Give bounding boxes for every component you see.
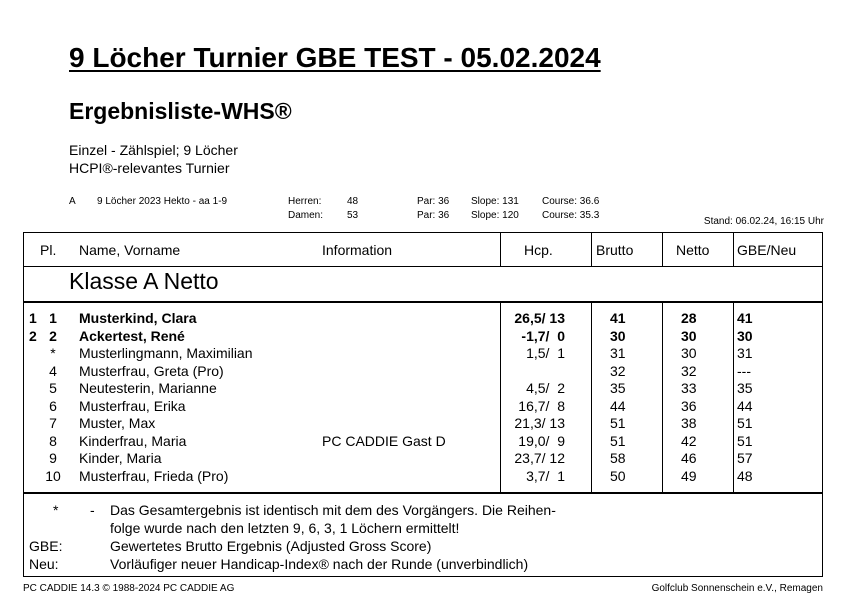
course-slope: Slope: 120 [471,210,519,221]
cell-information: PC CADDIE Gast D [322,432,446,449]
footer-club: Golfclub Sonnenschein e.V., Remagen [651,583,823,594]
cell-netto: 46 [681,450,697,466]
cell-brutto: 41 [610,310,626,326]
cell-brutto: 30 [610,327,626,344]
cell-brutto-place: 1 [29,310,37,326]
cell-hcp: 1,5/ 1 [526,345,565,361]
cell-netto: 33 [681,380,697,396]
cell-netto: 42 [681,432,697,449]
legend-dash: - [90,502,95,518]
results-table [23,301,823,494]
cell-name: Musterkind, Clara [79,310,197,326]
header-netto: Netto [676,242,710,258]
cell-gbe: 51 [737,415,753,431]
header-brutto: Brutto [596,242,634,258]
cell-gbe: 35 [737,380,753,396]
course-label: Damen: [288,210,324,221]
header-name: Name, Vorname [79,242,181,258]
cell-hcp: 19,0/ 9 [518,432,565,449]
cell-place: 8 [49,432,57,449]
cell-place: 1 [49,310,57,326]
table-row [24,345,822,363]
table-row [24,415,822,433]
table-row [24,398,822,416]
header-information: Information [322,242,393,258]
course-par: Par: 36 [417,196,450,207]
course-label: Herren: [288,196,322,207]
cell-name: Musterlingmann, Maximilian [79,345,253,361]
cell-netto: 30 [681,345,697,361]
column-divider [500,233,501,266]
cell-gbe: 51 [737,432,753,449]
table-header [23,232,823,267]
cell-hcp: 26,5/ 13 [514,310,565,326]
legend-key: Neu: [29,556,59,572]
cell-gbe: 31 [737,345,753,361]
cell-hcp: 3,7/ 1 [526,467,565,484]
header-pl: Pl. [40,242,57,258]
cell-brutto: 51 [610,432,626,449]
cell-place: 10 [45,467,61,484]
cell-brutto: 35 [610,380,626,396]
legend-key: * [53,502,59,518]
course-par: Par: 36 [417,210,450,221]
cell-brutto: 44 [610,397,626,414]
cell-gbe: 48 [737,467,753,484]
cell-place: 6 [49,397,57,414]
cell-place: 9 [49,450,57,466]
table-row [24,363,822,381]
cell-name: Musterfrau, Greta (Pro) [79,362,224,379]
cell-hcp: 16,7/ 8 [518,397,565,414]
cell-netto: 38 [681,415,697,431]
column-divider [662,233,663,266]
cell-brutto: 58 [610,450,626,466]
cell-name: Kinder, Maria [79,450,162,466]
legend-text: Vorläufiger neuer Handicap-Index® nach der Runde (unverbindlich) [110,556,529,572]
table-row [24,468,822,486]
course-count: 48 [347,196,359,207]
course-slope: Slope: 131 [471,196,519,207]
cell-hcp: 23,7/ 12 [514,450,565,466]
footer-copyright: PC CADDIE 14.3 © 1988-2024 PC CADDIE AG [23,583,235,594]
table-row [24,380,822,398]
cell-brutto: 50 [610,467,626,484]
cell-netto: 28 [681,310,697,326]
cell-gbe: 41 [737,310,753,326]
cell-brutto: 31 [610,345,626,361]
table-row [24,328,822,346]
legend-box [23,492,823,577]
tournament-mode: Einzel - Zählspiel; 9 Löcher [69,142,238,158]
table-row [24,450,822,468]
tournament-relevance: HCPI®-relevantes Turnier [69,160,230,176]
legend-text: Das Gesamtergebnis ist identisch mit dem des Vorgängers. Die Reihen- [110,502,556,518]
cell-brutto: 51 [610,415,626,431]
cell-brutto: 32 [610,362,626,379]
cell-place: * [50,345,56,361]
course-rating: Course: 36.6 [542,196,600,207]
legend-text: folge wurde nach den letzten 9, 6, 3, 1 Löchern ermittelt! [110,520,460,536]
cell-name: Musterfrau, Frieda (Pro) [79,467,229,484]
cell-gbe: 30 [737,327,753,344]
page-title: 9 Löcher Turnier GBE TEST - 05.02.2024 [69,42,601,73]
cell-hcp: 4,5/ 2 [526,380,565,396]
cell-place: 5 [49,380,57,396]
cell-hcp: -1,7/ 0 [521,327,565,344]
stand-timestamp: Stand: 06.02.24, 16:15 Uhr [703,216,824,227]
column-divider [733,233,734,266]
course-class: A [69,196,76,207]
header-hcp: Hcp. [524,242,553,258]
cell-gbe: 57 [737,450,753,466]
table-row [24,433,822,451]
course-name: 9 Löcher 2023 Hekto - aa 1-9 [97,196,228,207]
legend-key: GBE: [29,538,63,554]
column-divider [591,233,592,266]
cell-netto: 36 [681,397,697,414]
cell-hcp: 21,3/ 13 [514,415,565,431]
page-subtitle: Ergebnisliste-WHS® [69,98,292,124]
cell-gbe: --- [737,362,751,379]
cell-netto: 49 [681,467,697,484]
header-gbe: GBE/Neu [737,242,797,258]
cell-netto: 30 [681,327,697,344]
cell-place: 7 [49,415,57,431]
cell-name: Muster, Max [79,415,156,431]
course-count: 53 [347,210,359,221]
legend-text: Gewertetes Brutto Ergebnis (Adjusted Gross Score) [110,538,432,554]
cell-netto: 32 [681,362,697,379]
cell-name: Kinderfrau, Maria [79,432,187,449]
cell-place: 2 [49,327,57,344]
class-section [23,265,823,303]
table-row [24,310,822,328]
course-rating: Course: 35.3 [542,210,600,221]
cell-place: 4 [49,362,57,379]
cell-name: Musterfrau, Erika [79,397,186,414]
cell-brutto-place: 2 [29,327,37,344]
cell-gbe: 44 [737,397,753,414]
cell-name: Ackertest, René [79,327,185,344]
class-title: Klasse A Netto [69,268,219,294]
cell-name: Neutesterin, Marianne [79,380,217,396]
